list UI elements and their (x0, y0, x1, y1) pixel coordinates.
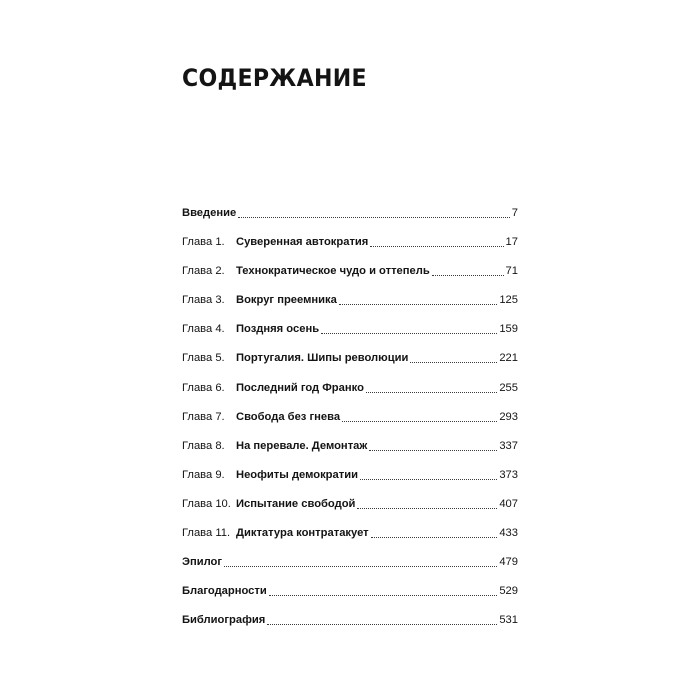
toc-entry-page: 373 (499, 468, 518, 481)
dot-leader (238, 205, 510, 221)
dot-leader (370, 234, 503, 250)
dot-leader (357, 496, 497, 512)
toc-entry-page: 293 (499, 410, 518, 423)
toc-entry-page: 531 (499, 614, 518, 627)
toc-entry-title: Суверенная автократия (236, 236, 369, 249)
toc-entry[interactable] (182, 263, 518, 292)
toc-entry-page: 255 (499, 381, 518, 394)
toc-entry-label: Глава 2. (182, 265, 225, 278)
toc-entry-page: 479 (499, 556, 518, 569)
dot-leader (269, 583, 498, 599)
toc-entry-title: На перевале. Демонтаж (236, 439, 368, 452)
toc-entry-title: Введение (182, 207, 237, 219)
dot-leader (410, 350, 497, 366)
toc-entry[interactable] (182, 467, 518, 496)
dot-leader (432, 263, 504, 279)
toc-entry-label: Глава 5. (182, 352, 225, 365)
toc-entry-title: Вокруг преемника (236, 294, 337, 307)
toc-entry-title: Свобода без гнева (236, 410, 341, 423)
toc-entry-title: Последний год Франко (236, 381, 364, 394)
toc-entry[interactable] (182, 234, 518, 263)
toc-entry[interactable] (182, 554, 518, 583)
toc-entry-title: Испытание свободой (236, 497, 356, 510)
toc-entry-label: Глава 1. (182, 236, 225, 249)
toc-entry-page: 71 (505, 265, 518, 278)
toc-entry-title: Библиография (182, 614, 266, 627)
toc-entry-title: Поздняя осень (236, 323, 320, 336)
toc-entry[interactable] (182, 380, 518, 409)
dot-leader (267, 612, 497, 628)
dot-leader (224, 554, 497, 570)
dot-leader (342, 409, 497, 425)
table-of-contents (182, 205, 518, 641)
toc-entry-title: Диктатура контратакует (236, 527, 369, 540)
toc-entry-title: Неофиты демократии (236, 468, 358, 481)
toc-entry-page: 529 (499, 585, 518, 598)
dot-leader (369, 438, 497, 454)
toc-entry[interactable] (182, 612, 518, 641)
toc-entry-label: Глава 4. (182, 323, 225, 336)
toc-entry-label: Глава 10. (182, 497, 231, 510)
toc-entry-label: Глава 7. (182, 410, 225, 423)
dot-leader (321, 321, 497, 337)
toc-entry[interactable] (182, 350, 518, 379)
page-title: СОДЕРЖАНИЕ (182, 64, 367, 92)
toc-entry-page: 7 (511, 207, 518, 219)
toc-entry[interactable] (182, 496, 518, 525)
toc-entry-label: Глава 9. (182, 468, 225, 481)
toc-entry-title: Эпилог (182, 556, 223, 569)
toc-entry-label: Глава 6. (182, 381, 225, 394)
toc-entry-page: 125 (499, 294, 518, 307)
toc-entry[interactable] (182, 525, 518, 554)
toc-entry-page: 407 (499, 497, 518, 510)
toc-entry-page: 17 (505, 236, 518, 249)
toc-entry[interactable] (182, 409, 518, 438)
toc-entry-label: Глава 3. (182, 294, 225, 307)
toc-entry-page: 433 (499, 527, 518, 540)
dot-leader (366, 380, 497, 396)
toc-entry[interactable] (182, 321, 518, 350)
dot-leader (371, 525, 498, 541)
toc-entry[interactable] (182, 292, 518, 321)
toc-entry-title: Технократическое чудо и оттепель (236, 265, 430, 278)
dot-leader (360, 467, 497, 483)
toc-entry[interactable] (182, 583, 518, 612)
dot-leader (339, 292, 498, 308)
toc-entry[interactable] (182, 205, 518, 234)
toc-entry-page: 337 (499, 439, 518, 452)
toc-entry-title: Португалия. Шипы революции (236, 352, 409, 365)
toc-entry-page: 221 (499, 352, 518, 365)
toc-entry-title: Благодарности (182, 585, 267, 598)
toc-entry-label: Глава 8. (182, 439, 225, 452)
toc-entry[interactable] (182, 438, 518, 467)
toc-entry-page: 159 (499, 323, 518, 336)
toc-entry-label: Глава 11. (182, 527, 231, 540)
